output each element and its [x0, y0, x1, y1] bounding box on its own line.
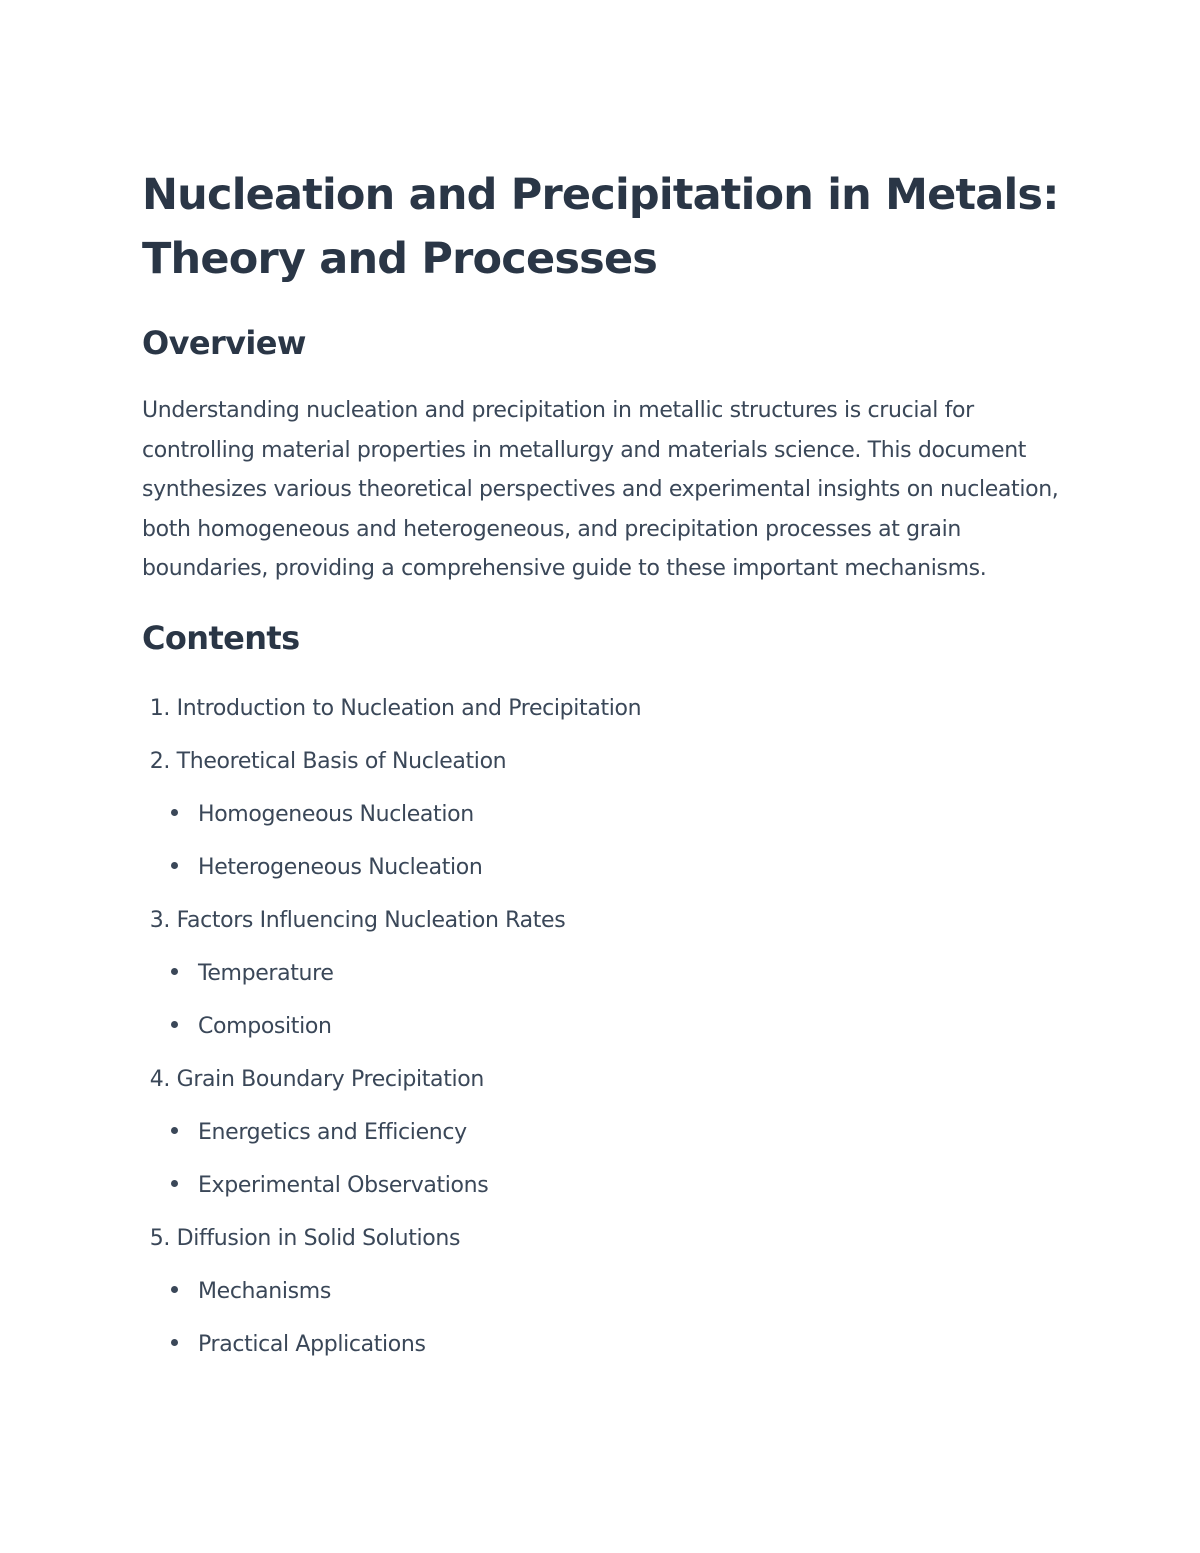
toc-item-4	[142, 1053, 1072, 1212]
overview-paragraph: Understanding nucleation and precipitation in metallic structures is crucial for controlling material properties in metallurgy and materials science. This document synthesizes various theoretical perspectives and experimental insights on nucleation, both homogeneous and heterogeneous, and precipitation processes at grain boundaries, providing a comprehensive guide to these important mechanisms.	[142, 398, 1059, 582]
toc-subitem	[142, 841, 1072, 894]
bullet-icon	[171, 1286, 178, 1293]
toc-label: Factors Influencing Nucleation Rates	[176, 907, 566, 933]
toc-subitem-label: Temperature	[198, 960, 334, 986]
toc-subitem	[142, 1265, 1072, 1318]
bullet-icon	[171, 1127, 178, 1134]
toc-subitem-label: Energetics and Efficiency	[198, 1119, 467, 1145]
toc-number: 1.	[149, 695, 170, 721]
toc-subitem-label: Homogeneous Nucleation	[198, 801, 474, 827]
bullet-icon	[171, 1021, 178, 1028]
toc-subitem-label: Practical Applications	[198, 1331, 426, 1357]
toc-subitem	[142, 1159, 1072, 1212]
toc-number: 4.	[149, 1066, 170, 1092]
toc-subitem	[142, 788, 1072, 841]
toc-sublist	[142, 1106, 1072, 1212]
bullet-icon	[171, 968, 178, 975]
contents-heading: Contents	[142, 618, 300, 657]
toc-sublist	[142, 1265, 1072, 1371]
toc-subitem	[142, 1318, 1072, 1371]
bullet-icon	[171, 862, 178, 869]
table-of-contents	[142, 682, 1072, 1371]
toc-subitem-label: Experimental Observations	[198, 1172, 489, 1198]
toc-number: 2.	[149, 748, 170, 774]
toc-subitem-label: Composition	[198, 1013, 332, 1039]
toc-item-2	[142, 735, 1072, 894]
bullet-icon	[171, 1339, 178, 1346]
toc-number: 3.	[149, 907, 170, 933]
toc-item-5	[142, 1212, 1072, 1371]
toc-sublist	[142, 788, 1072, 894]
toc-item-1	[142, 682, 1072, 735]
document-title: Nucleation and Precipitation in Metals: Theory and Processes	[142, 170, 1059, 284]
toc-label: Diffusion in Solid Solutions	[176, 1225, 461, 1251]
toc-subitem-label: Mechanisms	[198, 1278, 331, 1304]
toc-label: Introduction to Nucleation and Precipitation	[176, 695, 642, 721]
bullet-icon	[171, 1180, 178, 1187]
toc-label: Grain Boundary Precipitation	[176, 1066, 484, 1092]
toc-subitem	[142, 947, 1072, 1000]
toc-sublist	[142, 947, 1072, 1053]
bullet-icon	[171, 809, 178, 816]
toc-subitem-label: Heterogeneous Nucleation	[198, 854, 483, 880]
toc-number: 5.	[149, 1225, 170, 1251]
document-page	[142, 163, 1072, 1371]
toc-item-3	[142, 894, 1072, 1053]
toc-label: Theoretical Basis of Nucleation	[176, 748, 507, 774]
toc-subitem	[142, 1106, 1072, 1159]
overview-heading: Overview	[142, 324, 306, 362]
toc-subitem	[142, 1000, 1072, 1053]
